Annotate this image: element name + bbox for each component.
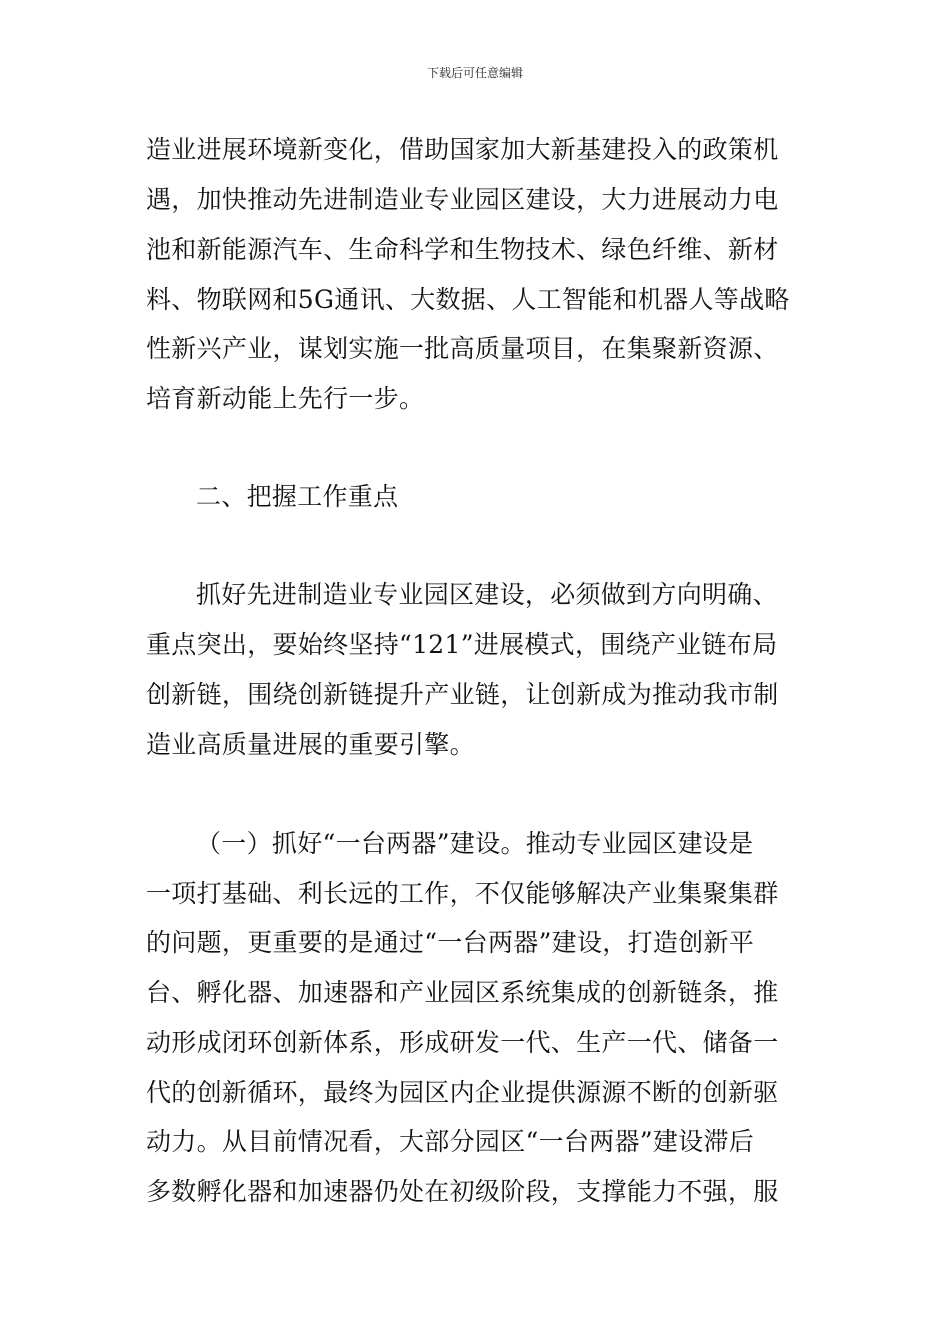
paragraph-line: 的问题，更重要的是通过“一台两器”建设，打造创新平 (146, 928, 755, 957)
paragraph-line: 动力。从目前情况看，大部分园区“一台两器”建设滞后 (146, 1127, 755, 1156)
paragraph-line: 造业高质量进展的重要引擎。 (146, 730, 475, 759)
paragraph-line: 料、物联网和5G通讯、大数据、人工智能和机器人等战略 (146, 285, 790, 314)
paragraph-line: 池和新能源汽车、生命科学和生物技术、绿色纤维、新材 (146, 235, 779, 264)
paragraph-line: 造业进展环境新变化，借助国家加大新基建投入的政策机 (146, 135, 779, 164)
page-header: 下载后可任意编辑 (426, 66, 523, 80)
paragraph-line: 性新兴产业，谋划实施一批高质量项目，在集聚新资源、 (146, 334, 779, 363)
paragraph-line: 一项打基础、利长远的工作，不仅能够解决产业集聚集群 (146, 879, 779, 908)
paragraph-line: 创新链，围绕创新链提升产业链，让创新成为推动我市制 (146, 680, 779, 709)
paragraph-line: 代的创新循环，最终为园区内企业提供源源不断的创新驱 (146, 1078, 779, 1107)
paragraph-line: （一）抓好“一台两器”建设。推动专业园区建设是 (196, 829, 754, 858)
paragraph-line: 抓好先进制造业专业园区建设，必须做到方向明确、 (196, 580, 778, 609)
paragraph-line: 遇，加快推动先进制造业专业园区建设，大力进展动力电 (146, 185, 779, 214)
paragraph-line: 培育新动能上先行一步。 (146, 384, 425, 413)
section-heading: 二、把握工作重点 (196, 482, 399, 511)
paragraph-line: 台、孵化器、加速器和产业园区系统集成的创新链条，推 (146, 978, 779, 1007)
paragraph-line: 重点突出，要始终坚持“121”进展模式，围绕产业链布局 (146, 630, 778, 659)
paragraph-line: 动形成闭环创新体系，形成研发一代、生产一代、储备一 (146, 1028, 779, 1057)
paragraph-line: 多数孵化器和加速器仍处在初级阶段，支撑能力不强，服 (146, 1177, 779, 1206)
